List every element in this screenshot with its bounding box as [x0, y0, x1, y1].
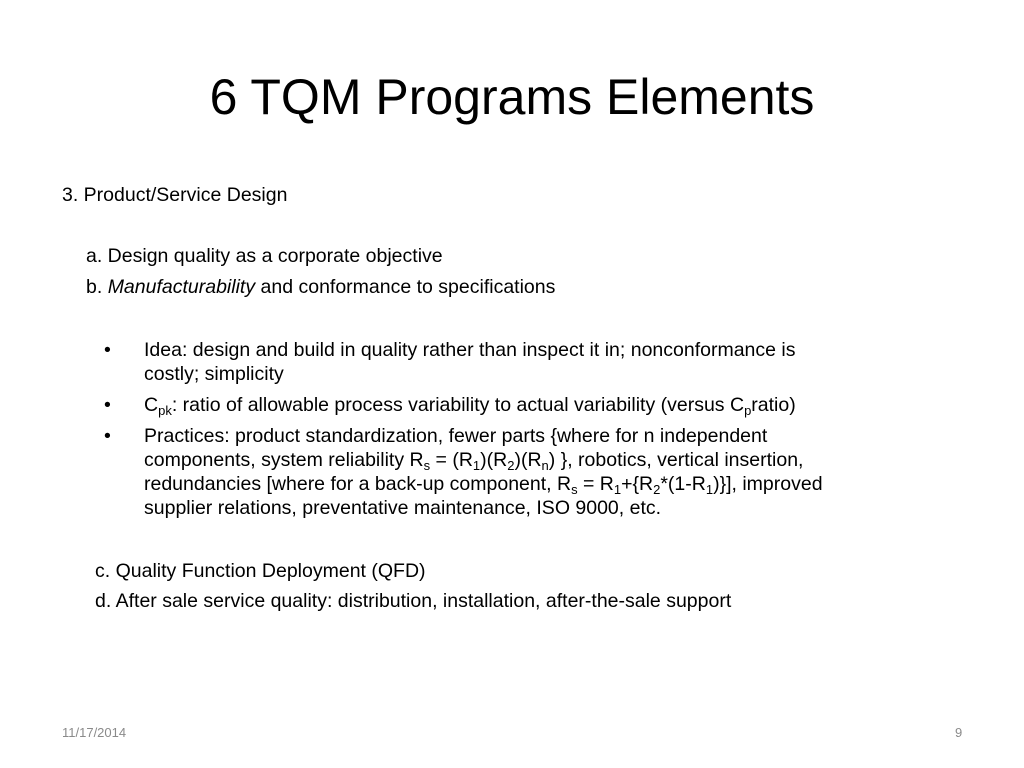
item-d: d. After sale service quality: distribution, installation, after-the-sale support — [95, 590, 732, 612]
formula-subscript: 1 — [613, 482, 622, 497]
slide-title: 6 TQM Programs Elements — [209, 69, 815, 125]
item-b-prefix: b. — [86, 276, 103, 298]
bullet-2 — [104, 393, 974, 417]
section-heading: 3. Product/Service Design — [62, 184, 288, 206]
formula-text: = (R — [430, 449, 473, 471]
formula-text: *(1-R — [660, 473, 706, 495]
formula-text: )(R — [480, 449, 508, 471]
bullet-icon: • — [104, 339, 111, 361]
footer-page-number: 9 — [955, 725, 963, 740]
formula-subscript: 1 — [472, 458, 481, 473]
item-a: a. Design quality as a corporate objective — [86, 245, 443, 267]
bullet-1-text — [144, 338, 964, 386]
formula-subscript: 1 — [705, 482, 714, 497]
bullet-2-text — [144, 393, 964, 417]
formula-text: )(R — [514, 449, 542, 471]
bullet-3-text — [144, 424, 964, 520]
item-c: c. Quality Function Deployment (QFD) — [95, 560, 426, 582]
cp-subscript: p — [744, 403, 752, 418]
bullet-icon: • — [104, 394, 111, 416]
formula-subscript: s — [571, 482, 578, 497]
bullet-2-end: ratio) — [751, 394, 796, 416]
formula-text: ) }, robotics, vertical insertion, — [548, 449, 804, 471]
bullet-icon: • — [104, 425, 111, 447]
formula-text: )}], improved — [713, 473, 823, 495]
cpk-subscript: pk — [158, 403, 172, 418]
formula-text: components, system reliability R — [144, 449, 424, 471]
bullet-3 — [104, 424, 974, 520]
bullet-1 — [104, 338, 974, 386]
item-b-italic: Manufacturability — [107, 276, 256, 298]
formula-text: +{R — [621, 473, 654, 495]
item-b — [86, 275, 555, 299]
bullet-3-line-1: Practices: product standardization, fewer parts {where for n independent — [144, 425, 768, 447]
bullet-3-line-2 — [144, 448, 964, 472]
bullet-3-line-4: supplier relations, preventative maintenance, ISO 9000, etc. — [144, 497, 662, 519]
formula-text: redundancies [where for a back-up component, R — [144, 473, 572, 495]
footer-date: 11/17/2014 — [62, 725, 127, 740]
item-b-rest: and conformance to specifications — [260, 276, 556, 298]
cpk-symbol: C — [144, 394, 159, 416]
formula-subscript: n — [541, 458, 549, 473]
formula-text: = R — [577, 473, 614, 495]
formula-subscript: 2 — [653, 482, 661, 497]
bullet-2-mid: : ratio of allowable process variability to actual variability (versus C — [171, 394, 745, 416]
formula-subscript: s — [423, 458, 431, 473]
bullet-1-line-2: costly; simplicity — [144, 363, 284, 385]
formula-subscript: 2 — [507, 458, 515, 473]
bullet-1-line-1: Idea: design and build in quality rather than inspect it in; nonconformance is — [144, 339, 796, 361]
bullet-3-line-3 — [144, 472, 964, 496]
